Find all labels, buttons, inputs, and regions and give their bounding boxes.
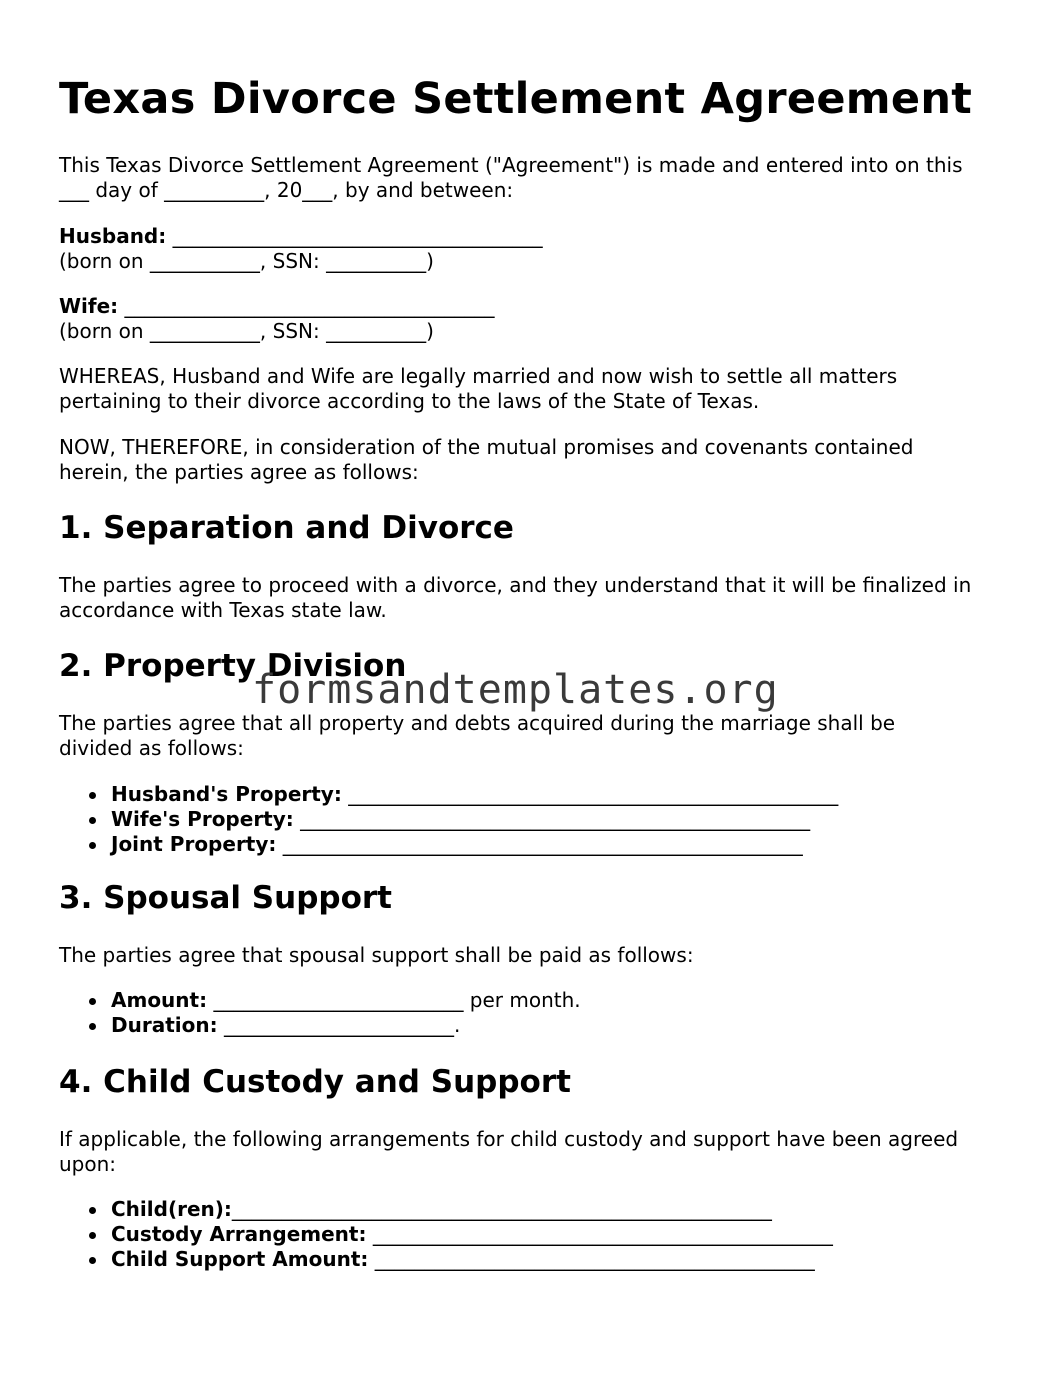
now-therefore-line-1: NOW, THEREFORE, in consideration of the mutual promises and covenants contained xyxy=(59,435,914,459)
section-2-heading: 2. Property Division xyxy=(59,648,407,684)
item-label: Child Support Amount: xyxy=(111,1247,369,1271)
item-label: Wife's Property: xyxy=(111,807,294,831)
wife-born-line: (born on ___________, SSN: __________) xyxy=(59,319,434,343)
list-item-amount xyxy=(59,988,581,1013)
list-item-husbands-property xyxy=(59,782,838,807)
watermark-text: formsandtemplates.org xyxy=(252,667,779,713)
item-label: Duration: xyxy=(111,1013,218,1037)
list-item-child-support-amount xyxy=(59,1247,833,1272)
item-blank: ______________________________________________________ xyxy=(231,1197,772,1221)
now-therefore-paragraph xyxy=(59,435,913,485)
wife-label: Wife: xyxy=(59,294,119,318)
wife-name-blank: _____________________________________ xyxy=(118,294,495,318)
child-custody-list xyxy=(59,1197,833,1272)
whereas-line-2: pertaining to their divorce according to the laws of the State of Texas. xyxy=(59,389,760,413)
wife-block xyxy=(59,294,495,344)
section-2-paragraph xyxy=(59,711,895,761)
item-blank: ______________________________________________ xyxy=(366,1222,833,1246)
whereas-line-1: WHEREAS, Husband and Wife are legally married and now wish to settle all matters xyxy=(59,364,898,388)
item-blank: _________________________ per month. xyxy=(207,988,581,1012)
item-label: Child(ren): xyxy=(111,1197,232,1221)
husband-name-blank: _____________________________________ xyxy=(166,224,543,248)
section-1-heading: 1. Separation and Divorce xyxy=(59,510,514,546)
section-3-line-1: The parties agree that spousal support shall be paid as follows: xyxy=(59,943,694,967)
section-2-line-1: The parties agree that all property and debts acquired during the marriage shall be xyxy=(59,711,896,735)
item-blank: ____________________________________________ xyxy=(368,1247,815,1271)
list-item-custody-arrangement xyxy=(59,1222,833,1247)
intro-line-2: ___ day of __________, 20___, by and between: xyxy=(59,178,514,202)
husband-block xyxy=(59,224,543,274)
item-label: Amount: xyxy=(111,988,208,1012)
item-label: Joint Property: xyxy=(111,832,277,856)
item-blank: _________________________________________________ xyxy=(341,782,839,806)
intro-line-1: This Texas Divorce Settlement Agreement ("Agreement") is made and entered into on this xyxy=(59,153,963,177)
list-item-children xyxy=(59,1197,833,1222)
spousal-support-list xyxy=(59,988,581,1038)
item-blank: ____________________________________________________ xyxy=(276,832,803,856)
section-2-line-2: divided as follows: xyxy=(59,736,244,760)
section-4-heading: 4. Child Custody and Support xyxy=(59,1064,571,1100)
item-blank: _______________________. xyxy=(217,1013,461,1037)
section-4-line-2: upon: xyxy=(59,1152,117,1176)
section-3-paragraph xyxy=(59,943,694,968)
intro-paragraph xyxy=(59,153,963,203)
section-4-paragraph xyxy=(59,1127,958,1177)
list-item-wifes-property xyxy=(59,807,838,832)
husband-label: Husband: xyxy=(59,224,167,248)
husband-born-line: (born on ___________, SSN: __________) xyxy=(59,249,434,273)
section-3-heading: 3. Spousal Support xyxy=(59,880,392,916)
section-1-paragraph xyxy=(59,573,971,623)
document-title: Texas Divorce Settlement Agreement xyxy=(59,74,973,124)
item-label: Custody Arrangement: xyxy=(111,1222,367,1246)
section-1-line-2: accordance with Texas state law. xyxy=(59,598,387,622)
section-1-line-1: The parties agree to proceed with a divorce, and they understand that it will be finalized in xyxy=(59,573,972,597)
property-list xyxy=(59,782,838,857)
now-therefore-line-2: herein, the parties agree as follows: xyxy=(59,460,419,484)
list-item-joint-property xyxy=(59,832,838,857)
item-label: Husband's Property: xyxy=(111,782,342,806)
item-blank: ___________________________________________________ xyxy=(293,807,811,831)
list-item-duration xyxy=(59,1013,581,1038)
whereas-paragraph xyxy=(59,364,897,414)
section-4-line-1: If applicable, the following arrangements for child custody and support have been agreed xyxy=(59,1127,959,1151)
